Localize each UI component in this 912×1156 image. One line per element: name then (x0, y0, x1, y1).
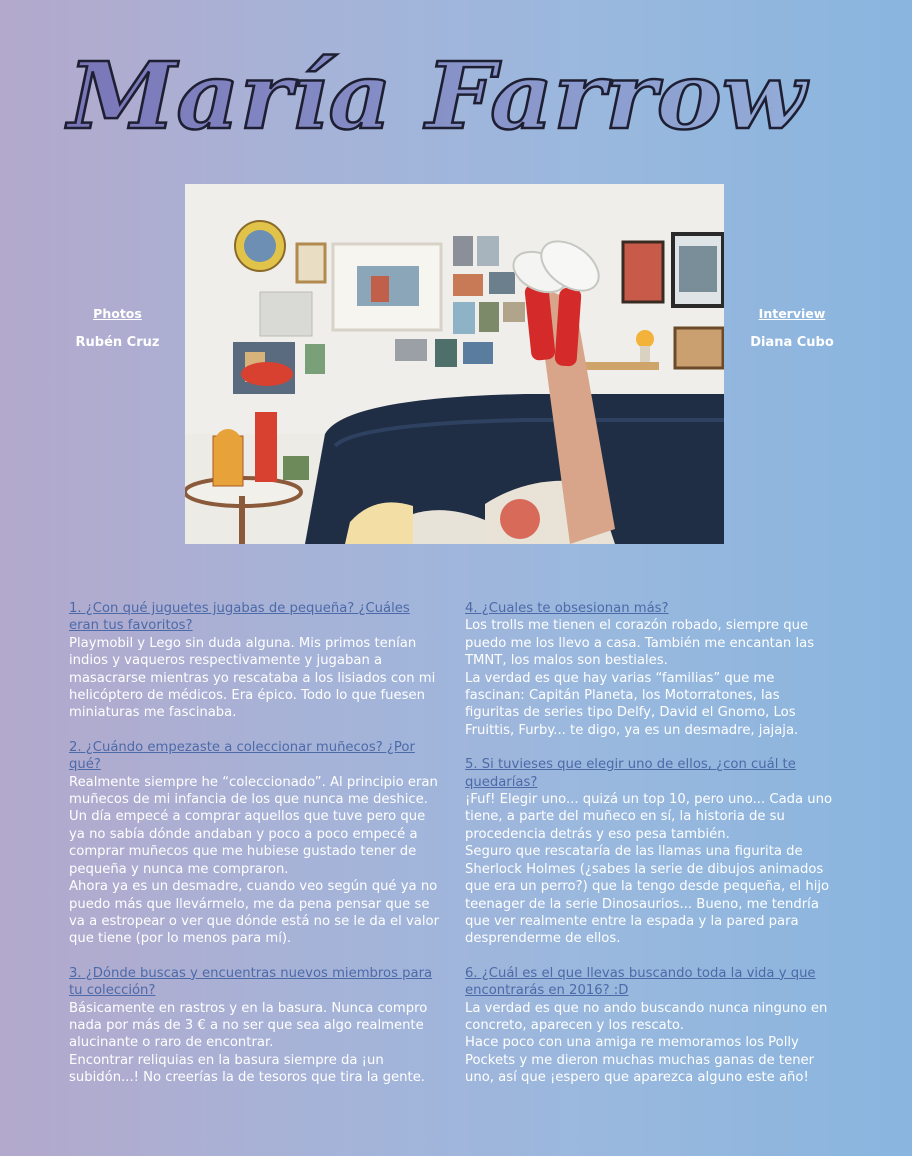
photos-name: Rubén Cruz (75, 335, 160, 350)
photos-credit (70, 306, 165, 350)
answer-paragraph: ¡Fuf! Elegir uno... quizá un top 10, pero uno... Cada uno tiene, a parte del muñeco en sí, la historia de su procedencia detrás y eso pesa también. (465, 792, 833, 842)
answer-paragraph: Playmobil y Lego sin duda alguna. Mis primos tenían indios y vaqueros respectivamente y jugaban a masacrarse mientras yo rescataba a los lisiados con mi helicóptero de médicos. Era épico. Todo lo que fuesen miniaturas me fascinaba. (69, 635, 436, 721)
answer-5 (465, 791, 837, 948)
answer-paragraph: Básicamente en rastros y en la basura. Nunca compro nada por más de 3 € a no ser que sea algo realmente alucinante o raro de encontrar. (69, 1000, 428, 1051)
title-text: María Farrow (64, 42, 809, 150)
interview-credit (742, 306, 842, 350)
answer-paragraph: La verdad es que hay varias “familias” que me fascinan: Capitán Planeta, los Motorratones, las figuritas de series tipo Delfy, David el Gnomo, Los Fruittis, Furby... te digo, ya es un desmadre, jajaja. (465, 670, 799, 738)
answer-paragraph: Realmente siempre he “coleccionado”. Al principio eran muñecos de mi infancia de los que nunca me deshice. Un día empecé a comprar aquellos que tuve pero que ya no sabía dónde andaban y poco a poco empecé a comprar muñecos que me hubiese gustado tener de pequeña y nunca me compraron. (69, 774, 438, 877)
photos-role: Photos (93, 306, 142, 321)
question-6: 6. ¿Cuál es el que llevas buscando toda la vida y que encontrarás en 2016? :D (465, 965, 816, 999)
question-3: 3. ¿Dónde buscas y encuentras nuevos miembros para tu colección? (69, 965, 433, 999)
answer-3 (69, 1000, 441, 1087)
answer-2 (69, 774, 441, 948)
answer-paragraph: Seguro que rescataría de las llamas una figurita de Sherlock Holmes (¿sabes la serie de dibujos animados que era un perro?) que la tengo desde pequeña, el hijo teenager de la serie Dinosaurios... Bueno, me tendría que ver realmente entre la espada y la pared para desprenderme de ellos. (465, 844, 830, 947)
qa-item (69, 739, 441, 948)
interview-name: Diana Cubo (750, 335, 834, 350)
left-column (69, 600, 441, 1104)
interview-role: Interview (758, 306, 826, 321)
answer-1 (69, 635, 441, 722)
answer-paragraph: La verdad es que no ando buscando nunca ninguno en concreto, aparecen y los rescato. (465, 1000, 828, 1033)
answer-4 (465, 617, 837, 739)
page-title (60, 30, 820, 160)
qa-item (465, 756, 837, 947)
feature-photo (185, 184, 724, 544)
answer-6 (465, 1000, 837, 1087)
question-2: 2. ¿Cuándo empezaste a coleccionar muñecos? ¿Por qué? (69, 739, 415, 773)
answer-paragraph: Hace poco con una amiga re memoramos los Polly Pockets y me dieron muchas muchas ganas de tener uno, así que ¡espero que aparezca alguno este año! (465, 1035, 815, 1086)
qa-item (465, 600, 837, 739)
answer-paragraph: Encontrar reliquias en la basura siempre da ¡un subidón...! No creerías la de tesoros que tira la gente. (69, 1052, 425, 1086)
qa-item (69, 965, 441, 1087)
answer-paragraph: Los trolls me tienen el corazón robado, siempre que puedo me los llevo a casa. También me encantan las TMNT, los malos son bestiales. (465, 618, 815, 669)
qa-item (69, 600, 441, 722)
question-4: 4. ¿Cuales te obsesionan más? (465, 601, 669, 616)
right-column (465, 600, 837, 1104)
question-5: 5. Si tuvieses que elegir uno de ellos, ¿con cuál te quedarías? (465, 757, 796, 790)
answer-paragraph: Ahora ya es un desmadre, cuando veo según qué ya no puedo más que llevármelo, me da pena pensar que se va a estropear o ver que dónde está no se le da el valor que tiene (por lo menos para mí). (69, 879, 440, 947)
qa-item (465, 965, 837, 1087)
question-1: 1. ¿Con qué juguetes jugabas de pequeña? ¿Cuáles eran tus favoritos? (69, 601, 410, 634)
